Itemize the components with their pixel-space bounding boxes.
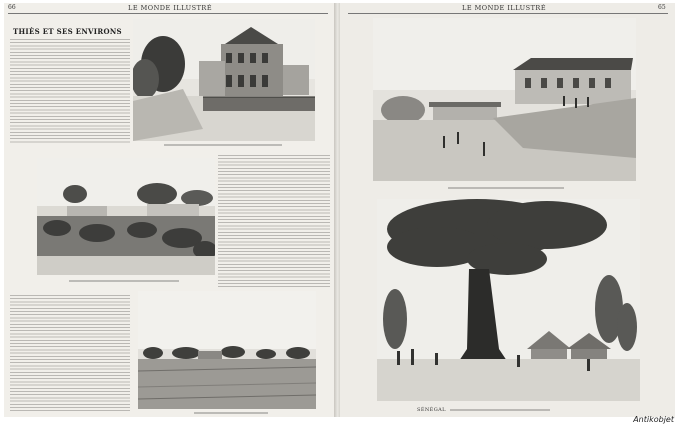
caption-plain-view — [194, 412, 268, 414]
right-page — [340, 3, 675, 417]
text-column-2 — [218, 155, 330, 287]
caption-panorama — [69, 280, 179, 282]
caption-tree-village-rest — [450, 409, 550, 411]
text-column-3 — [10, 295, 130, 413]
photo-panorama-thies — [37, 158, 215, 275]
caption-residence — [164, 144, 282, 146]
caption-mission — [448, 187, 564, 189]
right-running-header: LE MONDE ILLUSTRÉ — [462, 4, 547, 12]
article-title: THIÈS ET SES ENVIRONS — [13, 27, 122, 36]
photo-plain-view — [138, 291, 316, 409]
text-column-1 — [10, 39, 130, 143]
photo-tree-village — [377, 199, 640, 401]
photo-colonial-residence — [133, 19, 315, 141]
watermark: Antikobjet — [633, 415, 674, 424]
left-running-header: LE MONDE ILLUSTRÉ — [128, 4, 213, 12]
right-page-number: 65 — [658, 4, 666, 11]
right-header-rule — [348, 13, 668, 14]
left-page — [4, 3, 336, 417]
photo-mission-building — [373, 18, 636, 181]
caption-tree-village: SÉNÉGAL — [417, 407, 446, 413]
left-header-rule — [8, 13, 328, 14]
left-page-number: 66 — [8, 4, 16, 11]
